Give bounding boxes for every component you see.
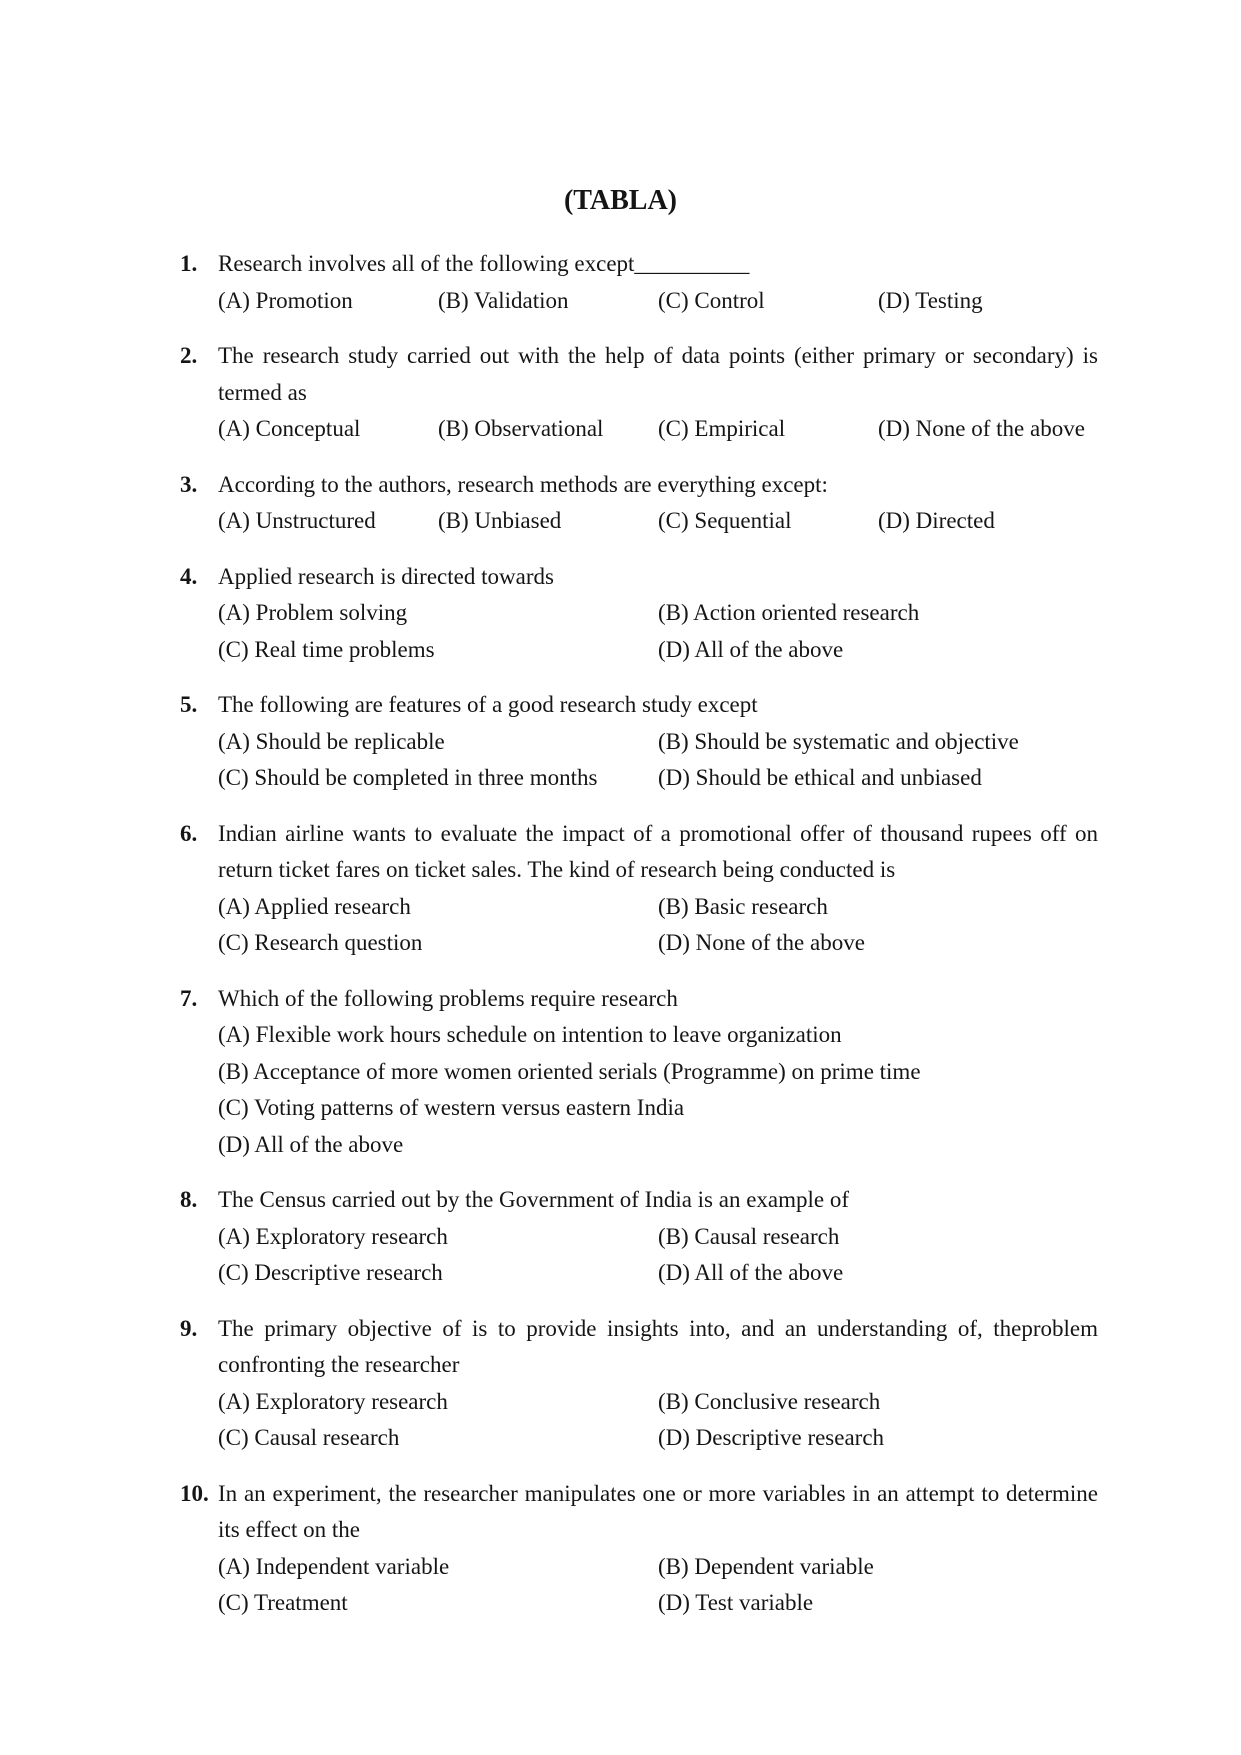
question-stem bbox=[180, 338, 1098, 411]
question-9 bbox=[180, 1311, 1098, 1457]
option-d: (D) All of the above bbox=[218, 1131, 404, 1157]
option-b: (B) Causal research bbox=[658, 1223, 840, 1249]
option-a: (A) Independent variable bbox=[218, 1553, 450, 1579]
options-list bbox=[180, 595, 1098, 668]
option-a: (A) Flexible work hours schedule on intention to leave organization bbox=[218, 1022, 842, 1047]
question-text: In an experiment, the researcher manipulates one or more variables in an attempt to determine its effect on the bbox=[218, 1480, 1098, 1542]
option-b: (B) Should be systematic and objective bbox=[658, 728, 1019, 754]
question-text: The primary objective of is to provide insights into, and an understanding of, theproblem confronting the researcher bbox=[218, 1315, 1098, 1377]
option-d: (D) Descriptive research bbox=[658, 1425, 885, 1450]
option-b: (B) Acceptance of more women oriented serials (Programme) on prime time bbox=[218, 1058, 921, 1084]
question-stem bbox=[180, 1182, 1098, 1219]
question-number: 8. bbox=[180, 1187, 198, 1212]
question-stem bbox=[180, 816, 1098, 889]
option-b: (B) Dependent variable bbox=[658, 1553, 874, 1579]
question-stem bbox=[180, 467, 1098, 504]
question-10 bbox=[180, 1476, 1098, 1622]
option-d: (D) Test variable bbox=[658, 1590, 814, 1615]
question-number: 4. bbox=[180, 563, 198, 589]
option-a: (A) Unstructured bbox=[218, 508, 376, 533]
question-7 bbox=[180, 981, 1098, 1164]
option-d: (D) None of the above bbox=[878, 416, 1085, 441]
option-c: (C) Causal research bbox=[218, 1425, 400, 1450]
question-number: 7. bbox=[180, 985, 198, 1011]
option-a: (A) Should be replicable bbox=[218, 728, 445, 754]
option-c: (C) Empirical bbox=[658, 416, 786, 441]
question-text: The Census carried out by the Government of India is an example of bbox=[218, 1187, 850, 1212]
question-number: 1. bbox=[180, 251, 198, 276]
options-list bbox=[180, 889, 1098, 962]
option-a: (A) Exploratory research bbox=[218, 1223, 448, 1249]
question-text: Applied research is directed towards bbox=[218, 563, 554, 589]
question-2 bbox=[180, 338, 1098, 448]
option-a: (A) Promotion bbox=[218, 287, 353, 313]
option-d: (D) Should be ethical and unbiased bbox=[658, 765, 982, 790]
question-1 bbox=[180, 246, 1098, 319]
option-d: (D) Directed bbox=[878, 508, 995, 533]
question-text: Indian airline wants to evaluate the impact of a promotional offer of thousand rupees off on return ticket fares on ticket sales. The kind of research being conducted is bbox=[218, 820, 1098, 882]
options-list bbox=[180, 1549, 1098, 1622]
option-c: (C) Sequential bbox=[658, 508, 792, 533]
option-d: (D) All of the above bbox=[658, 636, 844, 662]
question-stem bbox=[180, 687, 1098, 724]
question-6 bbox=[180, 816, 1098, 962]
options-list bbox=[180, 1384, 1098, 1457]
question-text: The following are features of a good research study except bbox=[218, 692, 758, 717]
question-3 bbox=[180, 467, 1098, 540]
option-b: (B) Observational bbox=[438, 416, 604, 441]
option-d: (D) All of the above bbox=[658, 1260, 844, 1285]
question-text: According to the authors, research methods are everything except: bbox=[218, 471, 828, 497]
option-b: (B) Conclusive research bbox=[658, 1388, 881, 1414]
option-a: (A) Exploratory research bbox=[218, 1388, 448, 1414]
question-stem bbox=[180, 1476, 1098, 1549]
option-a: (A) Conceptual bbox=[218, 416, 361, 441]
question-8 bbox=[180, 1182, 1098, 1292]
option-a: (A) Applied research bbox=[218, 893, 411, 919]
option-c: (C) Should be completed in three months bbox=[218, 765, 598, 790]
option-b: (B) Validation bbox=[438, 287, 569, 313]
question-number: 5. bbox=[180, 692, 198, 717]
options-list bbox=[180, 1219, 1098, 1292]
option-a: (A) Problem solving bbox=[218, 600, 408, 625]
options-list bbox=[180, 724, 1098, 797]
option-b: (B) Action oriented research bbox=[658, 600, 920, 625]
option-b: (B) Unbiased bbox=[438, 508, 562, 533]
option-c: (C) Descriptive research bbox=[218, 1260, 443, 1285]
question-text: The research study carried out with the help of data points (either primary or secondary) is termed as bbox=[218, 343, 1098, 405]
option-c: (C) Control bbox=[658, 287, 765, 313]
question-stem bbox=[180, 1311, 1098, 1384]
question-text: Which of the following problems require research bbox=[218, 985, 678, 1011]
option-d: (D) Testing bbox=[878, 287, 983, 313]
question-number: 9. bbox=[180, 1315, 198, 1341]
option-c: (C) Real time problems bbox=[218, 636, 435, 662]
question-number: 10. bbox=[180, 1480, 209, 1506]
options-list bbox=[180, 1017, 1098, 1163]
option-c: (C) Voting patterns of western versus eastern India bbox=[218, 1095, 685, 1120]
page-title: (TABLA) bbox=[563, 185, 678, 216]
question-stem bbox=[180, 981, 1098, 1018]
option-c: (C) Treatment bbox=[218, 1590, 348, 1615]
options-list bbox=[180, 411, 1098, 448]
question-5 bbox=[180, 687, 1098, 797]
option-b: (B) Basic research bbox=[658, 893, 828, 919]
question-stem bbox=[180, 246, 1098, 283]
question-number: 6. bbox=[180, 820, 198, 846]
option-d: (D) None of the above bbox=[658, 930, 865, 955]
question-number: 3. bbox=[180, 471, 198, 497]
question-4 bbox=[180, 559, 1098, 669]
option-c: (C) Research question bbox=[218, 930, 423, 955]
question-list bbox=[180, 246, 1098, 1641]
options-list bbox=[180, 283, 1098, 320]
question-stem bbox=[180, 559, 1098, 596]
question-number: 2. bbox=[180, 343, 198, 368]
options-list bbox=[180, 503, 1098, 540]
question-text: Research involves all of the following except__________ bbox=[218, 251, 750, 276]
